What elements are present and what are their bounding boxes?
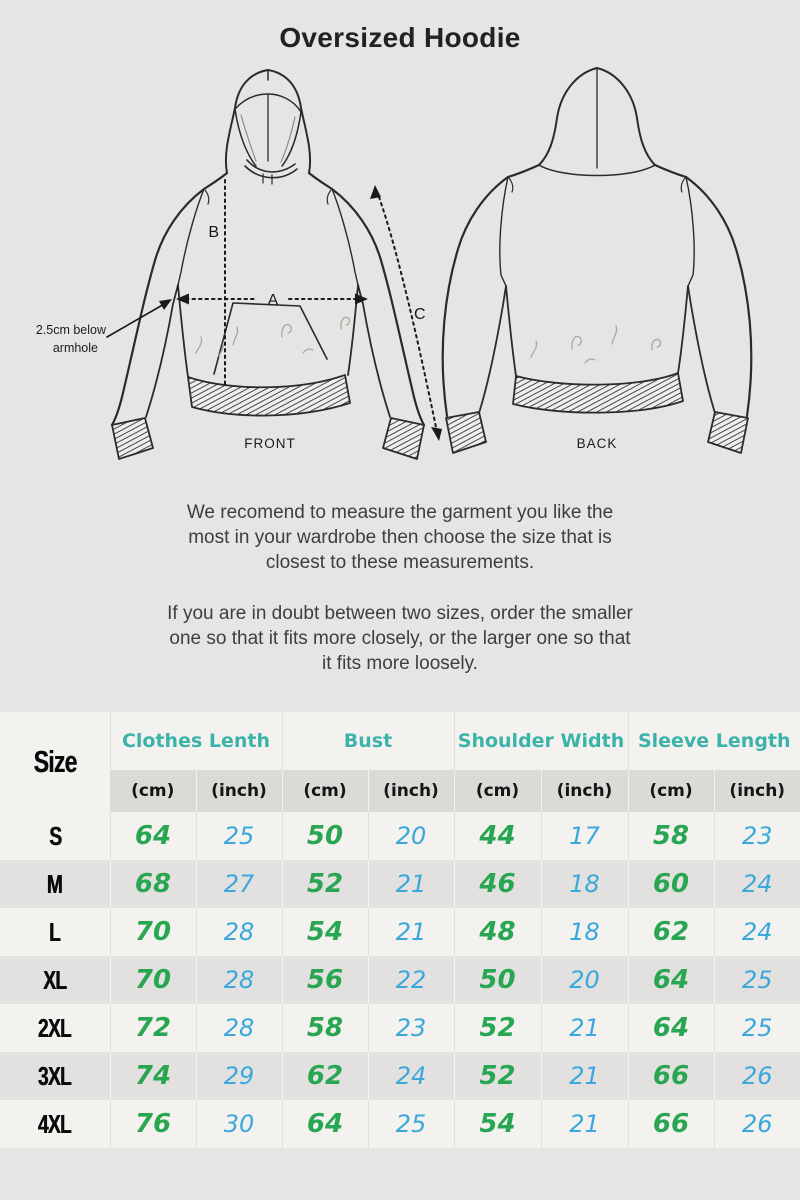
- sleeve-length-cm-cell: 64: [628, 1004, 714, 1052]
- table-group-header-row: [0, 712, 800, 770]
- size-table-body: [0, 812, 800, 1148]
- bust-inch-cell: 21: [368, 908, 454, 956]
- back-view-label: BACK: [576, 436, 618, 451]
- size-label-cell: 3XL: [38, 1060, 72, 1091]
- page-title: Oversized Hoodie: [279, 22, 521, 53]
- sleeve-length-cm-cell: 66: [628, 1100, 714, 1148]
- group-header-sleeve-length: Sleeve Length: [628, 712, 800, 770]
- armhole-note-line2: armhole: [52, 341, 98, 355]
- group-header-shoulder-width: Shoulder Width: [454, 712, 628, 770]
- shoulder-width-inch-cell: 17: [541, 812, 628, 860]
- table-unit-header-row: [0, 770, 800, 812]
- sleeve-length-inch-cell: 25: [714, 956, 800, 1004]
- clothes-length-cm-cell: 76: [110, 1100, 196, 1148]
- bust-cm-cell: 52: [282, 860, 368, 908]
- shoulder-width-inch-cell: 18: [541, 908, 628, 956]
- clothes-length-cm-cell: 64: [110, 812, 196, 860]
- clothes-length-cm-cell: 70: [110, 908, 196, 956]
- shoulder-width-cm-cell: 44: [454, 812, 541, 860]
- clothes-length-cm-cell: 72: [110, 1004, 196, 1052]
- group-header-clothes-length: Clothes Lenth: [110, 712, 282, 770]
- bust-cm-cell: 50: [282, 812, 368, 860]
- sleeve-length-cm-cell: 64: [628, 956, 714, 1004]
- size-chart-table: [0, 712, 800, 1148]
- hoodie-back-drawing: [443, 68, 752, 453]
- unit-cm-header: (cm): [282, 770, 368, 812]
- shoulder-width-inch-cell: 18: [541, 860, 628, 908]
- measure-a-label: A: [267, 292, 279, 309]
- hoodie-diagram: [0, 56, 800, 466]
- advice-paragraph-2: If you are in doubt between two sizes, order the smaller one so that it fits more closely, or the larger one so that it fits more loosely.: [167, 603, 633, 674]
- size-label-cell: 4XL: [38, 1108, 72, 1139]
- shoulder-width-inch-cell: 20: [541, 956, 628, 1004]
- bust-inch-cell: 22: [368, 956, 454, 1004]
- hoodie-line-art: [0, 56, 800, 466]
- size-table-row: [0, 812, 800, 860]
- shoulder-width-inch-cell: 21: [541, 1100, 628, 1148]
- unit-cm-header: (cm): [454, 770, 541, 812]
- hoodie-front-drawing: [112, 70, 424, 459]
- clothes-length-inch-cell: 28: [196, 1004, 282, 1052]
- size-table-row: [0, 860, 800, 908]
- unit-inch-header: (inch): [368, 770, 454, 812]
- bust-cm-cell: 64: [282, 1100, 368, 1148]
- clothes-length-inch-cell: 28: [196, 956, 282, 1004]
- bust-cm-cell: 58: [282, 1004, 368, 1052]
- sleeve-length-inch-cell: 23: [714, 812, 800, 860]
- shoulder-width-cm-cell: 48: [454, 908, 541, 956]
- clothes-length-inch-cell: 27: [196, 860, 282, 908]
- sleeve-length-inch-cell: 24: [714, 860, 800, 908]
- clothes-length-inch-cell: 30: [196, 1100, 282, 1148]
- shoulder-width-cm-cell: 54: [454, 1100, 541, 1148]
- unit-cm-header: (cm): [628, 770, 714, 812]
- unit-inch-header: (inch): [714, 770, 800, 812]
- shoulder-width-cm-cell: 50: [454, 956, 541, 1004]
- sleeve-length-inch-cell: 24: [714, 908, 800, 956]
- unit-inch-header: (inch): [541, 770, 628, 812]
- unit-inch-header: (inch): [196, 770, 282, 812]
- size-label-cell: S: [48, 820, 61, 851]
- advice-paragraph-1: We recomend to measure the garment you like the most in your wardrobe then choose the size that is closest to these measurements.: [186, 502, 614, 573]
- shoulder-width-cm-cell: 52: [454, 1004, 541, 1052]
- sleeve-length-cm-cell: 66: [628, 1052, 714, 1100]
- front-view-label: FRONT: [244, 436, 296, 451]
- shoulder-width-inch-cell: 21: [541, 1004, 628, 1052]
- bust-cm-cell: 62: [282, 1052, 368, 1100]
- bust-inch-cell: 23: [368, 1004, 454, 1052]
- clothes-length-cm-cell: 68: [110, 860, 196, 908]
- sleeve-length-cm-cell: 62: [628, 908, 714, 956]
- sizing-advice: [0, 500, 800, 676]
- size-table-row: [0, 1100, 800, 1148]
- size-table-row: [0, 1052, 800, 1100]
- size-label-cell: XL: [43, 964, 67, 995]
- clothes-length-inch-cell: 28: [196, 908, 282, 956]
- size-column-header: Size: [33, 744, 77, 779]
- size-label-cell: L: [49, 916, 61, 947]
- measure-c-label: C: [414, 306, 426, 323]
- bust-cm-cell: 56: [282, 956, 368, 1004]
- group-header-bust: Bust: [282, 712, 454, 770]
- sleeve-length-inch-cell: 26: [714, 1052, 800, 1100]
- size-table-row: [0, 1004, 800, 1052]
- bust-inch-cell: 25: [368, 1100, 454, 1148]
- clothes-length-cm-cell: 70: [110, 956, 196, 1004]
- shoulder-width-cm-cell: 46: [454, 860, 541, 908]
- clothes-length-cm-cell: 74: [110, 1052, 196, 1100]
- sleeve-length-inch-cell: 26: [714, 1100, 800, 1148]
- unit-cm-header: (cm): [131, 781, 175, 801]
- size-label-cell: 2XL: [38, 1012, 72, 1043]
- armhole-note-line1: 2.5cm below: [35, 323, 106, 337]
- shoulder-width-cm-cell: 52: [454, 1052, 541, 1100]
- measure-b-label: B: [208, 224, 219, 241]
- sleeve-length-inch-cell: 25: [714, 1004, 800, 1052]
- bust-inch-cell: 21: [368, 860, 454, 908]
- size-table-row: [0, 908, 800, 956]
- bust-inch-cell: 24: [368, 1052, 454, 1100]
- size-label-cell: M: [47, 868, 63, 899]
- clothes-length-inch-cell: 25: [196, 812, 282, 860]
- bust-inch-cell: 20: [368, 812, 454, 860]
- shoulder-width-inch-cell: 21: [541, 1052, 628, 1100]
- size-table-row: [0, 956, 800, 1004]
- bust-cm-cell: 54: [282, 908, 368, 956]
- clothes-length-inch-cell: 29: [196, 1052, 282, 1100]
- sleeve-length-cm-cell: 60: [628, 860, 714, 908]
- sleeve-length-cm-cell: 58: [628, 812, 714, 860]
